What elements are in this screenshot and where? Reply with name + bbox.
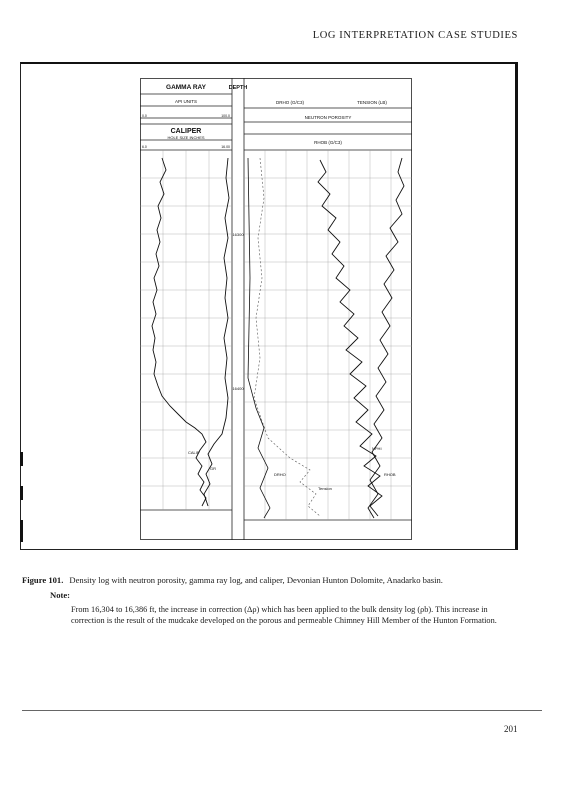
caliper-curve — [204, 158, 229, 506]
depth-mark-upper: 16300 — [232, 232, 244, 237]
neutron-porosity-title: NEUTRON POROSITY — [304, 115, 352, 120]
gr-scale-left: 0.0 — [142, 114, 147, 118]
rhob-curve-label: RHOB — [384, 472, 396, 477]
caption-label: Figure 101. — [22, 575, 64, 585]
tension-title: TENSION (LB) — [357, 100, 387, 105]
tension-curve — [254, 158, 320, 516]
drho-curve — [248, 158, 270, 518]
gr-curve-label: GR — [210, 466, 216, 471]
note-text: From 16,304 to 16,386 ft, the increase in correction (Δρ) which has been applied to the bulk density log (ρb). This increase in correction is the result of the mudcake developed on the porous and permeable Chimney Hill Member of the Hunton Formation. — [71, 605, 497, 625]
page-number: 201 — [504, 724, 518, 734]
depth-mark-lower: 16400 — [232, 386, 244, 391]
rhob-title: RHOB (G/C3) — [314, 140, 342, 145]
drho-title: DRHO (G/C3) — [276, 100, 304, 105]
margin-mark — [20, 452, 23, 466]
figure-caption — [22, 574, 542, 586]
margin-mark — [20, 486, 23, 500]
tension-curve-label: Tension — [318, 486, 332, 491]
caption-text: Density log with neutron porosity, gamma ray log, and caliper, Devonian Hunton Dolomite, Anadarko basin. — [69, 575, 443, 585]
cal-scale-right: 16.00 — [221, 145, 230, 149]
running-head: LOG INTERPRETATION CASE STUDIES — [312, 30, 518, 41]
calip-curve-label: CALIP — [188, 450, 200, 455]
drho-curve-label: DRHO — [274, 472, 286, 477]
note-label: Note: — [50, 590, 71, 600]
well-log-figure — [140, 78, 412, 540]
rhob-curve — [368, 158, 404, 518]
hole-size-label: HOLE SIZE INCHES — [167, 135, 205, 140]
cal-scale-left: 6.0 — [142, 145, 147, 149]
depth-title: DEPTH — [228, 85, 248, 91]
gr-scale-right: 100.0 — [221, 114, 230, 118]
footer-rule — [22, 710, 542, 711]
api-units-label: API UNITS — [174, 99, 198, 104]
margin-mark — [20, 520, 23, 542]
neutron-porosity-curve — [318, 160, 382, 516]
caliper-title: CALIPER — [170, 128, 202, 135]
gamma-ray-title: GAMMA RAY — [166, 84, 206, 91]
nphi-curve-label: NPHI — [372, 446, 382, 451]
